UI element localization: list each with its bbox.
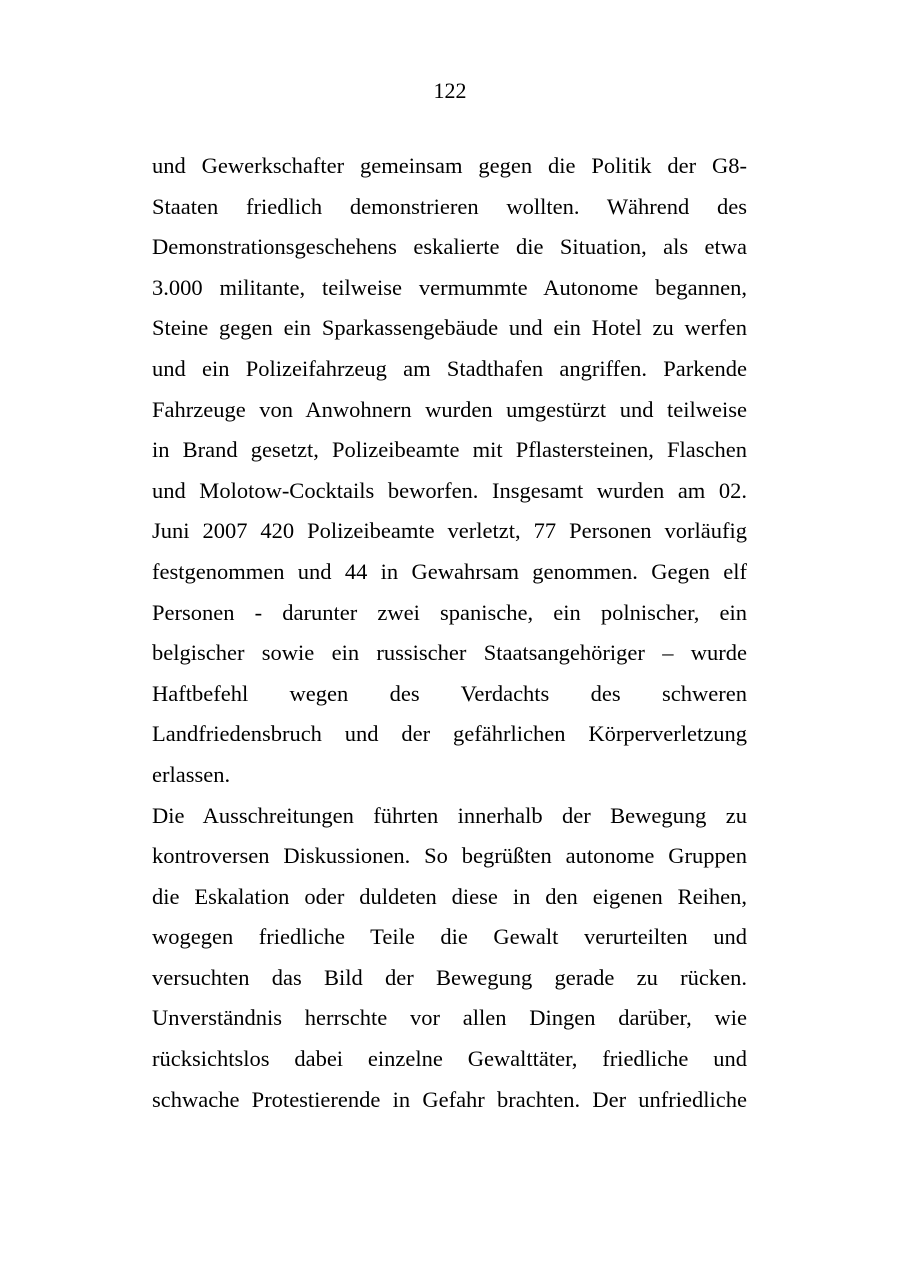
text-line: und ein Polizeifahrzeug am Stadthafen angriffen. Parkende	[152, 355, 747, 381]
page-number: 122	[433, 78, 467, 103]
text-line: Steine gegen ein Sparkassengebäude und ein Hotel zu werfen	[152, 315, 747, 341]
text-line: rücksichtslos dabei einzelne Gewalttäter, friedliche und	[152, 1046, 747, 1072]
text-line: und Molotow-Cocktails beworfen. Insgesamt wurden am 02.	[152, 477, 747, 503]
text-line: Unverständnis herrschte vor allen Dingen darüber, wie	[152, 1005, 747, 1031]
text-line: festgenommen und 44 in Gewahrsam genommen. Gegen elf	[152, 558, 747, 584]
text-line: Personen - darunter zwei spanische, ein polnischer, ein	[152, 599, 747, 625]
text-line: belgischer sowie ein russischer Staatsangehöriger – wurde	[152, 640, 747, 666]
text-line: Haftbefehl wegen des Verdachts des schweren	[152, 680, 747, 706]
text-line: 3.000 militante, teilweise vermummte Autonome begannen,	[152, 274, 747, 300]
text-line: Landfriedensbruch und der gefährlichen Körperverletzung	[152, 721, 747, 747]
text-line: Staaten friedlich demonstrieren wollten. Während des	[152, 193, 747, 219]
text-line: Demonstrationsgeschehens eskalierte die Situation, als etwa	[152, 234, 747, 260]
text-line: in Brand gesetzt, Polizeibeamte mit Pflastersteinen, Flaschen	[152, 437, 747, 463]
text-line: Fahrzeuge von Anwohnern wurden umgestürzt und teilweise	[152, 396, 747, 422]
paragraph-end-line: erlassen.	[152, 761, 231, 787]
text-line: und Gewerkschafter gemeinsam gegen die Politik der G8-	[152, 153, 747, 178]
text-line: wogegen friedliche Teile die Gewalt verurteilten und	[152, 924, 747, 950]
text-line: schwache Protestierende in Gefahr brachten. Der unfriedliche	[152, 1086, 747, 1112]
text-line: kontroversen Diskussionen. So begrüßten autonome Gruppen	[152, 843, 747, 869]
body-text	[152, 146, 747, 1120]
text-line: Juni 2007 420 Polizeibeamte verletzt, 77 Personen vorläufig	[152, 518, 747, 544]
text-line: versuchten das Bild der Bewegung gerade zu rücken.	[152, 964, 747, 990]
text-line: Die Ausschreitungen führten innerhalb der Bewegung zu	[152, 802, 747, 828]
text-line: die Eskalation oder duldeten diese in den eigenen Reihen,	[152, 883, 747, 909]
